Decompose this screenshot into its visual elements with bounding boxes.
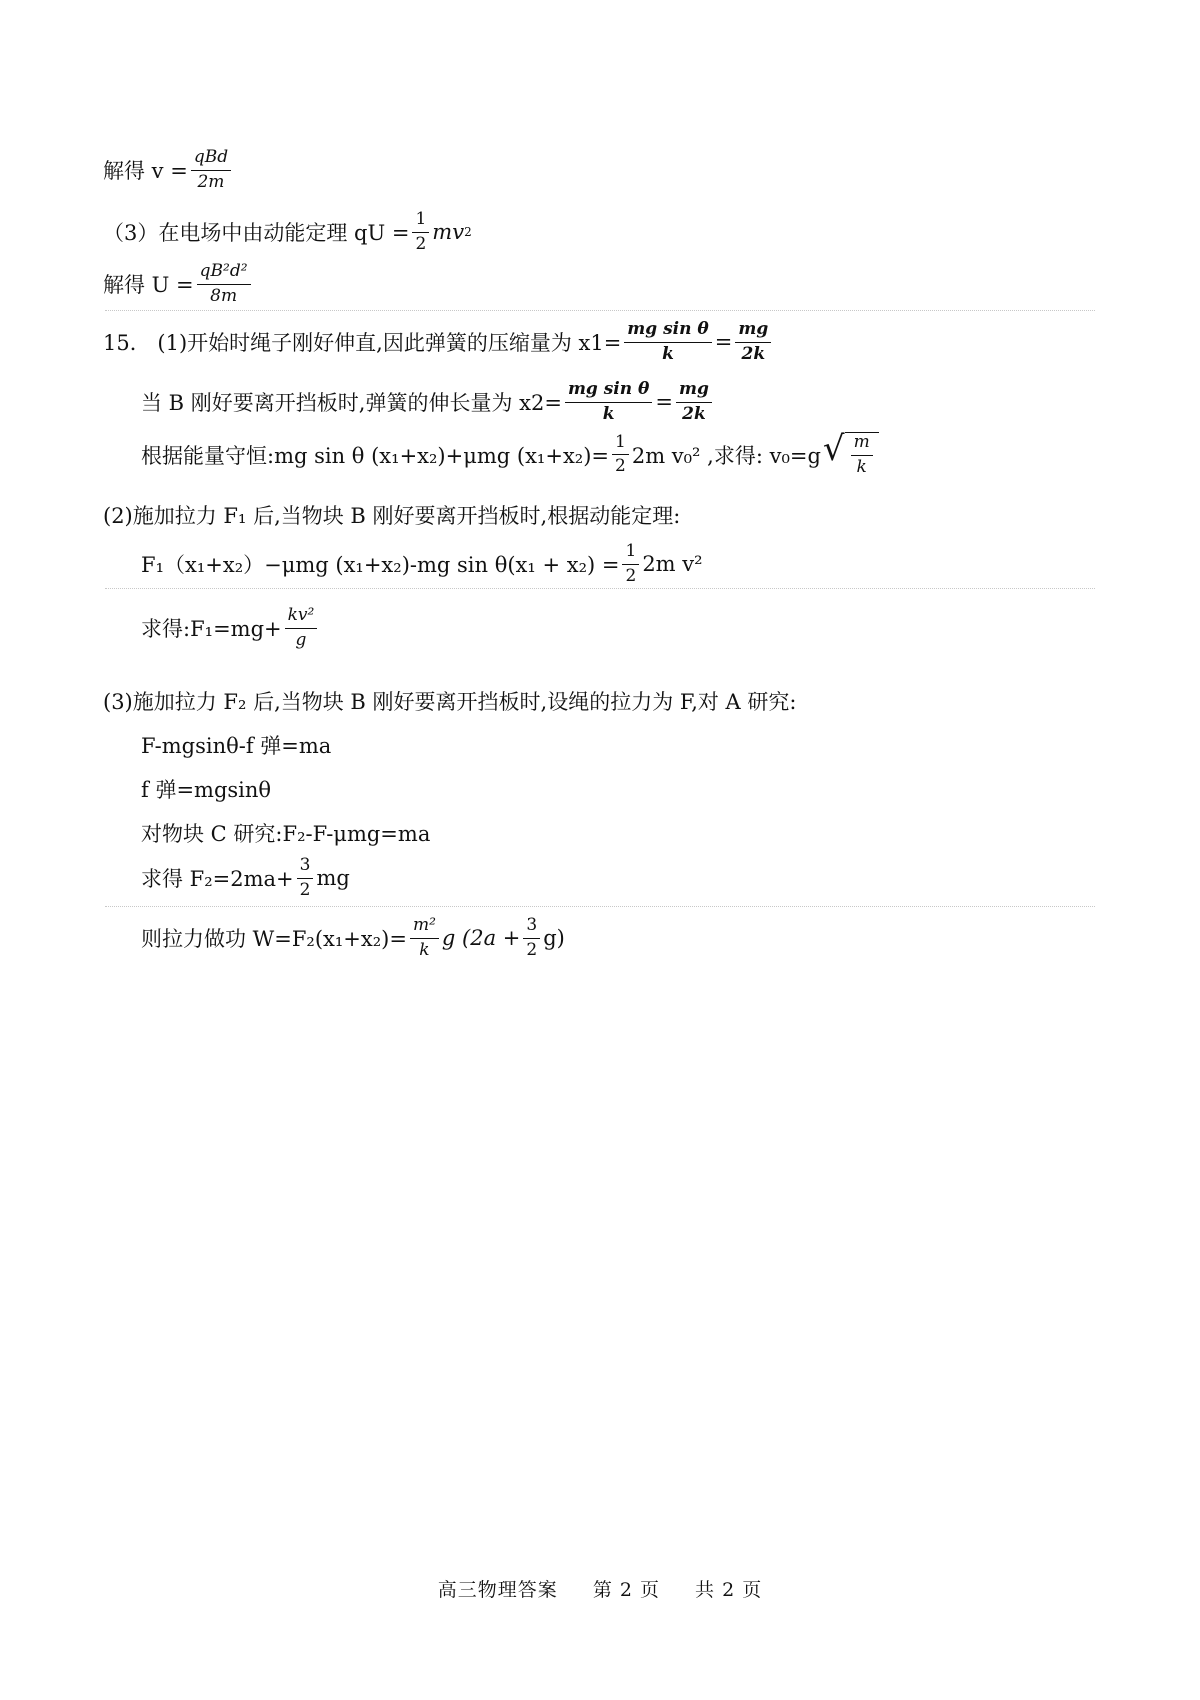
q15-part2-heading xyxy=(103,500,680,530)
numerator: 3 xyxy=(297,856,314,879)
fraction xyxy=(565,380,652,424)
numerator: m xyxy=(851,433,873,456)
numerator: mg xyxy=(735,320,771,343)
q15-extension xyxy=(141,380,715,424)
numerator: mg sin θ xyxy=(624,320,711,343)
denominator: 2 xyxy=(299,879,311,900)
q15-work-energy xyxy=(141,542,703,586)
line-text: 解得 U = xyxy=(103,273,194,298)
line-tail: 2m v² xyxy=(642,552,703,577)
denominator: g xyxy=(295,629,307,650)
q15-energy-conservation xyxy=(141,429,879,477)
numerator: qB²d² xyxy=(197,262,251,285)
fraction xyxy=(735,320,771,364)
q15-result-f2 xyxy=(141,856,350,900)
fraction xyxy=(612,433,629,477)
fraction xyxy=(197,262,251,306)
denominator: 2k xyxy=(682,403,706,424)
line-text: F₁（x₁+x₂）−μmg (x₁+x₂)-mg sin θ(x₁ + x₂) = xyxy=(141,553,620,578)
line-mid: g (2a + xyxy=(441,926,521,951)
numerator: 3 xyxy=(523,916,540,939)
denominator: 8m xyxy=(210,285,238,306)
numerator: qBd xyxy=(191,148,231,171)
page-footer xyxy=(0,1575,1200,1602)
q15-equation-c xyxy=(141,818,430,848)
denominator: k xyxy=(602,403,615,424)
radical-icon: √ xyxy=(822,429,845,469)
fraction xyxy=(624,320,711,364)
numerator: mg xyxy=(676,380,712,403)
denominator: 2 xyxy=(526,939,538,960)
line-text: 求得 F₂=2ma+ xyxy=(141,867,294,892)
denominator: 2k xyxy=(741,343,766,364)
fraction xyxy=(523,916,540,960)
line-text: 根据能量守恒:mg sin θ (x₁+x₂)+μmg (x₁+x₂)= xyxy=(141,443,609,468)
square-root xyxy=(822,429,879,477)
denominator: 2 xyxy=(615,456,626,477)
equals-sign: = xyxy=(714,330,733,355)
solution-line-voltage xyxy=(103,262,254,306)
fraction xyxy=(285,606,318,650)
fraction xyxy=(676,380,712,424)
numerator: 1 xyxy=(412,210,429,233)
numerator: mg sin θ xyxy=(565,380,652,403)
line-text: 当 B 刚好要离开挡板时,弹簧的伸长量为 x2= xyxy=(141,391,562,416)
dotted-separator xyxy=(105,588,1095,589)
q15-result-f1 xyxy=(141,606,320,650)
numerator: 1 xyxy=(612,433,629,456)
footer-total-pages: 共 2 页 xyxy=(695,1579,763,1601)
solution-line-velocity xyxy=(103,148,234,192)
q15-part3-heading xyxy=(103,686,796,716)
q15-spring-force xyxy=(141,774,271,804)
numerator: 1 xyxy=(622,542,639,565)
denominator: 2 xyxy=(625,565,637,586)
numerator: m² xyxy=(410,916,439,939)
footer-subject: 高三物理答案 xyxy=(437,1579,558,1601)
fraction xyxy=(622,542,639,586)
superscript: 2 xyxy=(464,225,472,240)
line-text: 求得:F₁=mg+ xyxy=(141,617,282,642)
dotted-separator xyxy=(105,310,1095,311)
denominator: k xyxy=(856,456,867,477)
denominator: 2m xyxy=(197,171,225,192)
line-text: F-mgsinθ-f 弹=ma xyxy=(141,734,332,758)
line-text: 解得 v = xyxy=(103,159,188,184)
fraction xyxy=(851,433,873,477)
line-mid: 2m v₀² ,求得: v₀=g xyxy=(631,443,821,468)
q15-compression xyxy=(103,320,774,364)
fraction xyxy=(297,856,314,900)
solution-line-kinetic-energy xyxy=(103,210,472,254)
line-text: 则拉力做功 W=F₂(x₁+x₂)= xyxy=(141,927,407,952)
line-text: (2)施加拉力 F₁ 后,当物块 B 刚好要离开挡板时,根据动能定理: xyxy=(103,504,681,528)
denominator: 2 xyxy=(415,233,427,254)
line-text: 对物块 C 研究:F₂-F-μmg=ma xyxy=(141,822,431,846)
numerator: kv² xyxy=(285,606,318,629)
footer-page-number: 第 2 页 xyxy=(592,1579,660,1601)
fraction xyxy=(191,148,231,192)
line-text: （3）在电场中由动能定理 qU = xyxy=(103,221,410,246)
fraction xyxy=(412,210,429,254)
fraction xyxy=(410,916,439,960)
line-text: f 弹=mgsinθ xyxy=(141,778,272,802)
denominator: k xyxy=(419,939,430,960)
q15-work-done xyxy=(141,916,565,960)
line-tail: mv xyxy=(432,220,465,245)
q15-equation-a xyxy=(141,730,331,760)
line-text: 15． (1)开始时绳子刚好伸直,因此弹簧的压缩量为 x1= xyxy=(103,331,622,356)
line-text: (3)施加拉力 F₂ 后,当物块 B 刚好要离开挡板时,设绳的拉力为 F,对 A 研究: xyxy=(103,690,797,714)
line-tail: g) xyxy=(543,926,565,951)
equals-sign: = xyxy=(655,390,673,415)
dotted-separator xyxy=(105,906,1095,907)
denominator: k xyxy=(662,343,674,364)
line-tail: mg xyxy=(316,866,350,891)
